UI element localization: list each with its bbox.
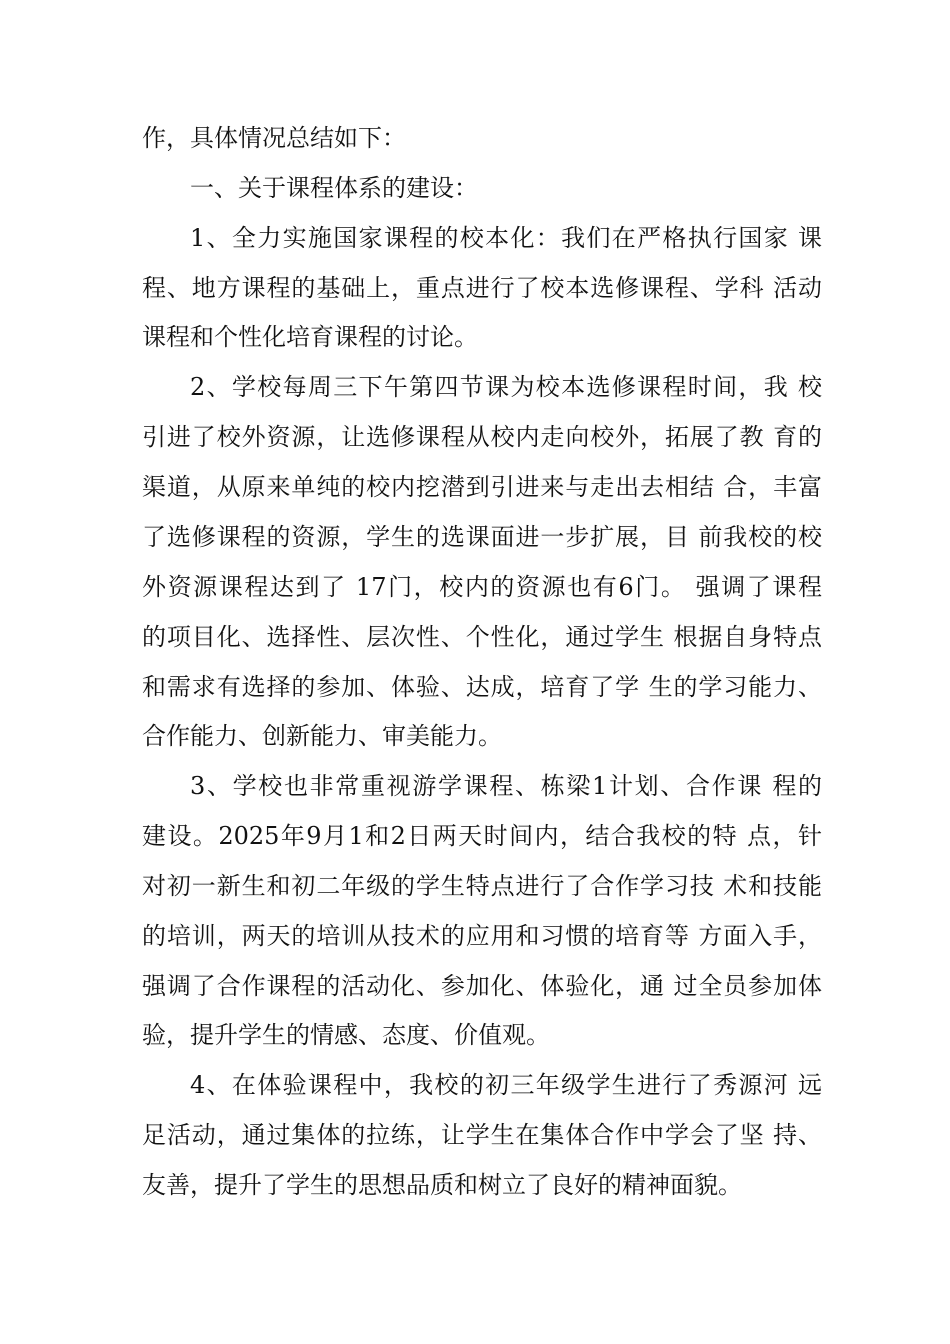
text-line-4: 程、地方课程的基础上，重点进行了校本选修课程、学科 活动 <box>142 274 822 302</box>
section-heading: 一、关于课程体系的建设： <box>190 174 478 202</box>
text-line-1: 作，具体情况总结如下： <box>142 124 406 152</box>
text-line-18: 强调了合作课程的活动化、参加化、体验化，通 过全员参加体 <box>142 972 822 1000</box>
text-line-13: 合作能力、创新能力、审美能力。 <box>142 722 502 750</box>
text-line-15: 建设。2025年9月1和2日两天时间内，结合我校的特 点，针 <box>142 822 822 850</box>
text-line-8: 渠道，从原来单纯的校内挖潜到引进来与走出去相结 合，丰富 <box>142 473 822 501</box>
text-line-12: 和需求有选择的参加、体验、达成，培育了学 生的学习能力、 <box>142 673 822 701</box>
text-line-3: 1、全力实施国家课程的校本化：我们在严格执行国家 课 <box>190 224 822 252</box>
text-line-10: 外资源课程达到了 17门，校内的资源也有6门。 强调了课程 <box>142 573 822 601</box>
text-line-11: 的项目化、选择性、层次性、个性化，通过学生 根据自身特点 <box>142 623 822 651</box>
text-line-19: 验，提升学生的情感、态度、价值观。 <box>142 1021 550 1049</box>
text-line-20: 4、在体验课程中，我校的初三年级学生进行了秀源河 远 <box>190 1071 822 1099</box>
text-line-16: 对初一新生和初二年级的学生特点进行了合作学习技 术和技能 <box>142 872 822 900</box>
text-line-22: 友善，提升了学生的思想品质和树立了良好的精神面貌。 <box>142 1171 742 1199</box>
text-line-14: 3、学校也非常重视游学课程、栋梁1计划、合作课 程的 <box>190 772 822 800</box>
text-line-7: 引进了校外资源，让选修课程从校内走向校外，拓展了教 育的 <box>142 423 822 451</box>
text-line-9: 了选修课程的资源，学生的选课面进一步扩展，目 前我校的校 <box>142 523 822 551</box>
text-line-6: 2、学校每周三下午第四节课为校本选修课程时间，我 校 <box>190 373 822 401</box>
text-line-21: 足活动，通过集体的拉练，让学生在集体合作中学会了坚 持、 <box>142 1121 822 1149</box>
text-line-5: 课程和个性化培育课程的讨论。 <box>142 323 478 351</box>
text-line-17: 的培训，两天的培训从技术的应用和习惯的培育等 方面入手， <box>142 922 822 950</box>
